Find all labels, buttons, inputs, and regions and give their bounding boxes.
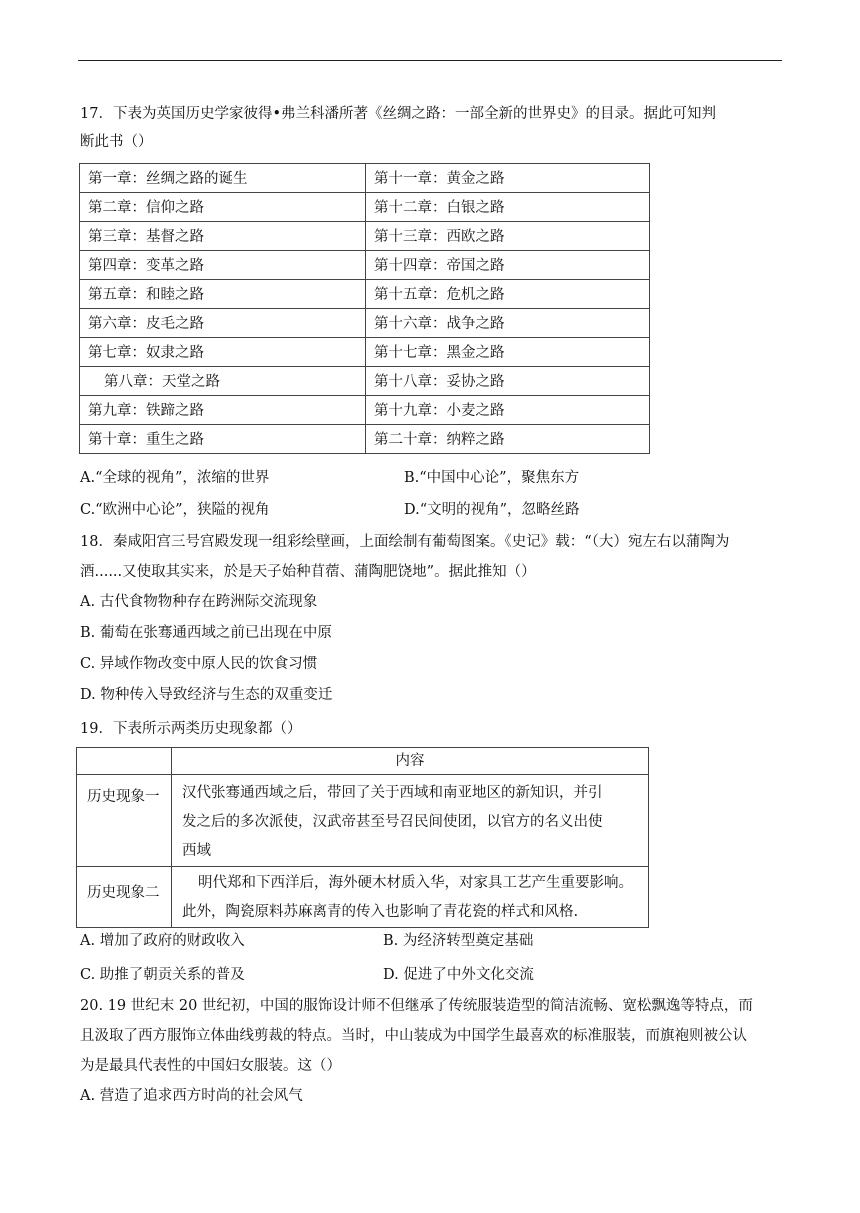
toc-cell: 第九章：铁蹄之路 xyxy=(80,396,366,425)
table-header: 内容 xyxy=(172,748,649,775)
header-blank-cell xyxy=(77,748,172,775)
toc-cell: 第十三章：西欧之路 xyxy=(366,222,650,251)
q17-stem-line1: 17．下表为英国历史学家彼得•弗兰科潘所著《丝绸之路：一部全新的世界史》的目录。据此可知判 xyxy=(80,106,716,122)
table-row xyxy=(77,867,649,928)
content-line: 明代郑和下西洋后，海外硬木材质入华，对家具工艺产生重要影响。 xyxy=(198,875,633,891)
row-label: 历史现象二 xyxy=(77,867,172,928)
toc-cell: 第十一章：黄金之路 xyxy=(366,164,650,193)
q19-option-a[interactable]: A. 增加了政府的财政收入 xyxy=(80,933,245,949)
toc-cell: 第十四章：帝国之路 xyxy=(366,251,650,280)
toc-cell: 第十九章：小麦之路 xyxy=(366,396,650,425)
q18-option-a[interactable]: A. 古代食物物种存在跨洲际交流现象 xyxy=(80,594,318,610)
q18-stem-line2: 酒......又使取其实来，於是天子始种苜蓿、蒲陶肥饶地”。据此推知（） xyxy=(80,564,536,580)
toc-cell: 第十五章：危机之路 xyxy=(366,280,650,309)
toc-cell: 第七章：奴隶之路 xyxy=(80,338,366,367)
row-content xyxy=(172,775,649,867)
table-row xyxy=(80,396,650,425)
q20-stem-line1: 20. 19 世纪末 20 世纪初，中国的服饰设计师不但继承了传统服装造型的简洁流畅、宽松飘逸等特点，而 xyxy=(80,998,753,1014)
toc-cell: 第十七章：黑金之路 xyxy=(366,338,650,367)
q20-option-a[interactable]: A. 营造了追求西方时尚的社会风气 xyxy=(80,1088,303,1104)
row-content xyxy=(172,867,649,928)
toc-cell: 第十六章：战争之路 xyxy=(366,309,650,338)
table-row xyxy=(80,222,650,251)
table-row xyxy=(80,367,650,396)
q20-stem-line2: 且汲取了西方服饰立体曲线剪裁的特点。当时，中山装成为中国学生最喜欢的标准服装，而旗袍则被公认 xyxy=(80,1028,747,1044)
q18-option-b[interactable]: B. 葡萄在张骞通西域之前已出现在中原 xyxy=(80,625,332,641)
toc-cell: 第六章：皮毛之路 xyxy=(80,309,366,338)
table-row xyxy=(80,164,650,193)
row-label: 历史现象一 xyxy=(77,775,172,867)
toc-cell: 第十二章：白银之路 xyxy=(366,193,650,222)
content-line: 西域 xyxy=(182,843,211,859)
toc-cell: 第二章：信仰之路 xyxy=(80,193,366,222)
content-line: 发之后的多次派使，汉武帝甚至号召民间使团，以官方的名义出使 xyxy=(182,814,603,830)
q19-option-d[interactable]: D. 促进了中外文化交流 xyxy=(383,967,534,983)
q17-stem-line2: 断此书（） xyxy=(80,134,153,150)
toc-cell: 第五章：和睦之路 xyxy=(80,280,366,309)
table-row xyxy=(80,280,650,309)
q18-option-d[interactable]: D. 物种传入导致经济与生态的双重变迁 xyxy=(80,687,333,703)
q18-option-c[interactable]: C. 异域作物改变中原人民的饮食习惯 xyxy=(80,656,318,672)
table-row xyxy=(80,338,650,367)
toc-cell: 第十八章：妥协之路 xyxy=(366,367,650,396)
content-line: 汉代张骞通西域之后，带回了关于西域和南亚地区的新知识，并引 xyxy=(182,785,603,801)
toc-cell: 第一章：丝绸之路的诞生 xyxy=(80,164,366,193)
q19-option-b[interactable]: B. 为经济转型奠定基础 xyxy=(383,933,534,949)
table-row xyxy=(77,748,649,775)
toc-cell: 第十章：重生之路 xyxy=(80,425,366,454)
q19-table xyxy=(76,747,649,928)
toc-cell: 第三章：基督之路 xyxy=(80,222,366,251)
table-row xyxy=(77,775,649,867)
toc-cell: 第二十章：纳粹之路 xyxy=(366,425,650,454)
content-line: 此外，陶瓷原料苏麻离青的传入也影响了青花瓷的样式和风格. xyxy=(182,904,579,920)
q17-option-c[interactable]: C.“欧洲中心论”，狭隘的视角 xyxy=(80,502,270,518)
q17-option-a[interactable]: A.“全球的视角”，浓缩的世界 xyxy=(80,470,270,486)
q19-stem: 19．下表所示两类历史现象都（） xyxy=(80,721,302,737)
q19-option-c[interactable]: C. 助推了朝贡关系的普及 xyxy=(80,967,245,983)
table-row xyxy=(80,193,650,222)
header-rule xyxy=(78,60,782,61)
toc-cell: 第四章：变革之路 xyxy=(80,251,366,280)
q18-stem-line1: 18．秦咸阳宫三号宫殿发现一组彩绘壁画，上面绘制有葡萄图案。《史记》载：“（大）宛左右以蒲陶为 xyxy=(80,534,730,550)
toc-cell: 第八章：天堂之路 xyxy=(80,367,366,396)
q17-option-d[interactable]: D.“文明的视角”，忽略丝路 xyxy=(404,502,580,518)
table-row xyxy=(80,309,650,338)
table-row xyxy=(80,425,650,454)
q17-toc-table xyxy=(79,163,650,454)
q17-option-b[interactable]: B.“中国中心论”，聚焦东方 xyxy=(404,470,580,486)
table-row xyxy=(80,251,650,280)
q20-stem-line3: 为是最具代表性的中国妇女服装。这（） xyxy=(80,1058,341,1074)
